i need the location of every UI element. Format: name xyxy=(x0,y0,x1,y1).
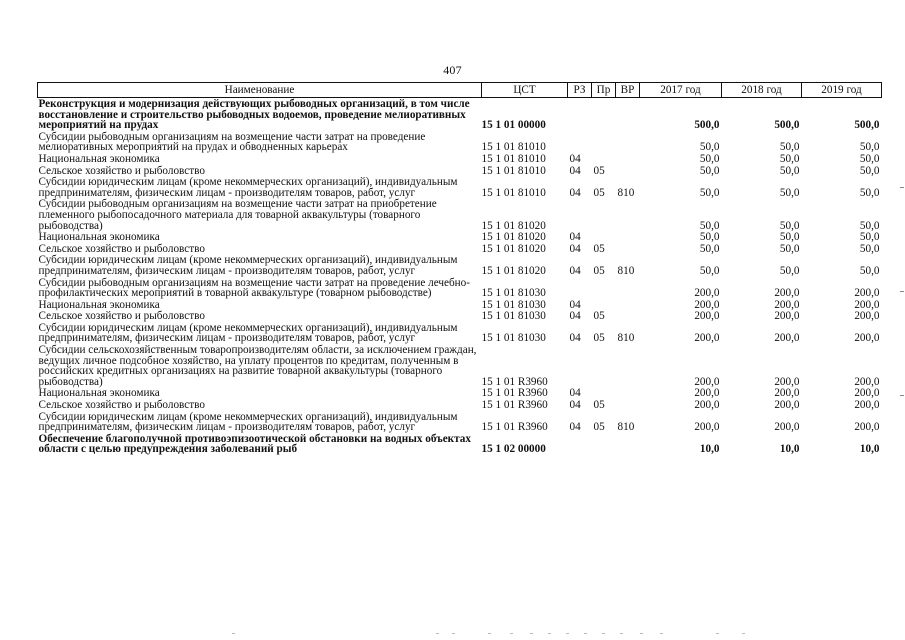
cell-pr xyxy=(592,198,616,231)
cell-rz xyxy=(568,277,592,299)
cell-2019: 200,0 xyxy=(854,332,880,345)
cell-name: Сельское хозяйство и рыболовство xyxy=(38,399,205,412)
cell-pr xyxy=(592,98,616,131)
cell-pr: 05 xyxy=(593,164,605,177)
cell-pr xyxy=(592,231,616,243)
cell-cst: 15 1 01 81020 xyxy=(481,231,546,244)
cell-name: Субсидии юридическим лицам (кроме некоммерческих организаций), индивидуальным предпринимателям, физическим лицам - производителям товаров, работ, услуг xyxy=(38,321,458,345)
table-row xyxy=(38,254,882,276)
cell-2018: 50,0 xyxy=(779,164,800,177)
cell-vr: 810 xyxy=(617,332,635,345)
header-pr: Пр xyxy=(592,83,616,98)
cell-rz: 04 xyxy=(569,164,581,177)
cell-cst: 15 1 01 81030 xyxy=(481,310,546,323)
cell-pr xyxy=(592,387,616,399)
table-row xyxy=(38,277,882,299)
cell-rz: 04 xyxy=(569,264,581,277)
table-row xyxy=(38,299,882,311)
cell-2018: 500,0 xyxy=(774,119,800,132)
table-row xyxy=(38,165,882,177)
cell-cst: 15 1 01 81030 xyxy=(481,332,546,345)
cell-rz xyxy=(568,198,592,231)
cell-vr xyxy=(616,433,640,455)
cell-2018: 200,0 xyxy=(774,310,800,323)
cell-name: Реконструкция и модернизация действующих рыбоводных организаций, в том числе восстановление и строительство рыбоводных водоемов, проведение мелиоративных мероприятий на прудах xyxy=(38,98,470,132)
cell-vr xyxy=(616,231,640,243)
scan-artifact-dots xyxy=(0,633,905,635)
cell-2018: 50,0 xyxy=(779,141,800,154)
cell-vr xyxy=(616,387,640,399)
cell-pr xyxy=(592,433,616,455)
scan-edge-mark xyxy=(900,291,904,292)
header-2018: 2018 год xyxy=(722,83,802,98)
cell-rz xyxy=(568,98,592,131)
cell-2019: 200,0 xyxy=(854,375,880,388)
cell-2019: 50,0 xyxy=(859,264,880,277)
cell-vr xyxy=(616,277,640,299)
table-row xyxy=(38,98,882,131)
cell-name: Обеспечение благополучной противоэпизоотической обстановки на водных объектах области с целью предупреждения заболеваний рыб xyxy=(38,432,471,456)
cell-rz: 04 xyxy=(569,186,581,199)
cell-pr: 05 xyxy=(593,421,605,434)
cell-vr xyxy=(616,243,640,255)
header-vr: ВР xyxy=(616,83,640,98)
cell-name: Субсидии юридическим лицам (кроме некоммерческих организаций), индивидуальным предпринимателям, физическим лицам - производителям товаров, работ, услуг xyxy=(38,410,458,434)
cell-2017: 50,0 xyxy=(699,219,720,232)
header-name: Наименование xyxy=(38,83,482,98)
cell-rz xyxy=(568,433,592,455)
cell-name: Субсидии юридическим лицам (кроме некоммерческих организаций), индивидуальным предпринимателям, физическим лицам - производителям товаров, работ, услуг xyxy=(38,254,458,277)
table-row xyxy=(38,399,882,411)
cell-name: Национальная экономика xyxy=(38,298,160,311)
table-row xyxy=(38,176,882,198)
cell-cst: 15 1 01 R3960 xyxy=(481,399,548,412)
cell-2019: 50,0 xyxy=(859,164,880,177)
cell-cst: 15 1 01 81010 xyxy=(481,152,546,165)
cell-2017: 200,0 xyxy=(694,310,720,323)
table-row xyxy=(38,344,882,387)
cell-cst: 15 1 01 81010 xyxy=(481,186,546,199)
header-2019: 2019 год xyxy=(802,83,882,98)
scan-edge-mark xyxy=(900,395,904,396)
cell-2019: 200,0 xyxy=(854,421,880,434)
cell-2017: 200,0 xyxy=(694,298,720,311)
cell-2019: 200,0 xyxy=(854,298,880,311)
cell-name: Сельское хозяйство и рыболовство xyxy=(38,242,205,255)
cell-2018: 200,0 xyxy=(774,332,800,345)
cell-2017: 50,0 xyxy=(699,141,720,154)
cell-name: Субсидии рыбоводным организациям на возмещение части затрат на приобретение племенного рыбопосадочного материала для товарной аквакультуры (товарного рыбоводства) xyxy=(38,198,437,232)
cell-pr xyxy=(592,153,616,165)
cell-vr xyxy=(616,310,640,322)
cell-2018: 200,0 xyxy=(774,375,800,388)
cell-pr xyxy=(592,344,616,387)
header-2017: 2017 год xyxy=(640,83,722,98)
cell-2019: 50,0 xyxy=(859,186,880,199)
cell-cst: 15 1 01 81020 xyxy=(481,264,546,277)
cell-2019: 10,0 xyxy=(859,443,880,456)
cell-2018: 200,0 xyxy=(774,421,800,434)
cell-2017: 50,0 xyxy=(699,186,720,199)
cell-cst: 15 1 01 81020 xyxy=(481,219,546,232)
table-row xyxy=(38,131,882,153)
cell-2018: 200,0 xyxy=(774,298,800,311)
table-body xyxy=(38,98,882,456)
table-row xyxy=(38,153,882,165)
cell-vr xyxy=(616,344,640,387)
cell-rz: 04 xyxy=(569,231,581,244)
table-row xyxy=(38,433,882,455)
cell-2017: 200,0 xyxy=(694,287,720,300)
cell-2019: 50,0 xyxy=(859,141,880,154)
cell-cst: 15 1 01 81030 xyxy=(481,298,546,311)
cell-rz: 04 xyxy=(569,421,581,434)
cell-2018: 200,0 xyxy=(774,387,800,400)
header-rz: РЗ xyxy=(568,83,592,98)
cell-cst: 15 1 02 00000 xyxy=(481,443,546,456)
cell-pr: 05 xyxy=(593,186,605,199)
cell-name: Субсидии рыбоводным организациям на возмещение части затрат на проведение лечебно-профилактических мероприятий в товарной аквакультуре (товарном рыбоводстве) xyxy=(38,276,470,300)
table-row xyxy=(38,310,882,322)
cell-name: Субсидии сельскохозяйственным товаропроизводителям области, за исключением граждан, ведущих личное подсобное хозяйство, на уплату процентов по кредитам, полученным в российских кредитных организациях на развитие товарной аквакультуры (товарного рыбоводства) xyxy=(38,344,477,388)
cell-cst: 15 1 01 00000 xyxy=(481,119,546,132)
cell-vr xyxy=(616,131,640,153)
cell-2018: 50,0 xyxy=(779,219,800,232)
cell-2019: 50,0 xyxy=(859,242,880,255)
cell-2018: 50,0 xyxy=(779,231,800,244)
cell-2018: 10,0 xyxy=(779,443,800,456)
cell-vr xyxy=(616,198,640,231)
cell-rz: 04 xyxy=(569,387,581,400)
cell-2017: 50,0 xyxy=(699,264,720,277)
table-row xyxy=(38,231,882,243)
cell-2018: 200,0 xyxy=(774,287,800,300)
cell-vr xyxy=(616,399,640,411)
table-row xyxy=(38,322,882,344)
table-header-row xyxy=(38,83,882,98)
cell-2019: 200,0 xyxy=(854,310,880,323)
cell-2017: 50,0 xyxy=(699,152,720,165)
cell-rz: 04 xyxy=(569,242,581,255)
cell-name: Национальная экономика xyxy=(38,152,160,165)
cell-name: Субсидии юридическим лицам (кроме некоммерческих организаций), индивидуальным предпринимателям, физическим лицам - производителям товаров, работ, услуг xyxy=(38,176,458,199)
cell-2019: 50,0 xyxy=(859,231,880,244)
cell-cst: 15 1 01 81030 xyxy=(481,287,546,300)
cell-2017: 200,0 xyxy=(694,399,720,412)
cell-2018: 50,0 xyxy=(779,242,800,255)
cell-cst: 15 1 01 R3960 xyxy=(481,375,548,388)
cell-cst: 15 1 01 81020 xyxy=(481,242,546,255)
cell-2017: 50,0 xyxy=(699,242,720,255)
cell-name: Национальная экономика xyxy=(38,387,160,400)
cell-2017: 500,0 xyxy=(694,119,720,132)
header-cst: ЦСТ xyxy=(482,83,568,98)
cell-2017: 50,0 xyxy=(699,231,720,244)
cell-pr: 05 xyxy=(593,332,605,345)
cell-2017: 200,0 xyxy=(694,421,720,434)
cell-vr xyxy=(616,98,640,131)
table-row xyxy=(38,411,882,433)
cell-vr xyxy=(616,153,640,165)
cell-rz xyxy=(568,344,592,387)
cell-name: Национальная экономика xyxy=(38,231,160,244)
cell-pr xyxy=(592,277,616,299)
cell-2017: 200,0 xyxy=(694,387,720,400)
table-row xyxy=(38,198,882,231)
cell-pr xyxy=(592,299,616,311)
cell-cst: 15 1 01 R3960 xyxy=(481,421,548,434)
cell-2018: 50,0 xyxy=(779,152,800,165)
cell-vr: 810 xyxy=(617,421,635,434)
cell-pr: 05 xyxy=(593,264,605,277)
cell-2019: 50,0 xyxy=(859,152,880,165)
cell-cst: 15 1 01 81010 xyxy=(481,164,546,177)
cell-2018: 200,0 xyxy=(774,399,800,412)
cell-2019: 200,0 xyxy=(854,399,880,412)
cell-2017: 200,0 xyxy=(694,332,720,345)
cell-vr xyxy=(616,299,640,311)
cell-rz: 04 xyxy=(569,310,581,323)
cell-vr xyxy=(616,165,640,177)
cell-pr: 05 xyxy=(593,399,605,412)
table-row xyxy=(38,243,882,255)
page-number: 407 xyxy=(443,63,462,77)
cell-2018: 50,0 xyxy=(779,186,800,199)
cell-pr xyxy=(592,131,616,153)
cell-rz: 04 xyxy=(569,399,581,412)
cell-rz: 04 xyxy=(569,152,581,165)
cell-2017: 10,0 xyxy=(699,443,720,456)
cell-cst: 15 1 01 81010 xyxy=(481,141,546,154)
cell-name: Сельское хозяйство и рыболовство xyxy=(38,164,205,177)
cell-pr: 05 xyxy=(593,310,605,323)
cell-cst: 15 1 01 R3960 xyxy=(481,387,548,400)
cell-rz: 04 xyxy=(569,332,581,345)
cell-2019: 50,0 xyxy=(859,219,880,232)
cell-2017: 50,0 xyxy=(699,164,720,177)
cell-rz: 04 xyxy=(569,298,581,311)
cell-2018: 50,0 xyxy=(779,264,800,277)
cell-2019: 500,0 xyxy=(854,119,880,132)
cell-rz xyxy=(568,131,592,153)
cell-vr: 810 xyxy=(617,264,635,277)
scan-edge-mark xyxy=(900,187,904,188)
cell-name: Сельское хозяйство и рыболовство xyxy=(38,310,205,323)
cell-2017: 200,0 xyxy=(694,375,720,388)
cell-name: Субсидии рыбоводным организациям на возмещение части затрат на проведение мелиоративных мероприятий на прудах и обводненных карьерах xyxy=(38,130,426,154)
budget-table xyxy=(37,82,882,455)
cell-pr: 05 xyxy=(593,242,605,255)
table-row xyxy=(38,387,882,399)
cell-2019: 200,0 xyxy=(854,287,880,300)
cell-vr: 810 xyxy=(617,186,635,199)
cell-2019: 200,0 xyxy=(854,387,880,400)
